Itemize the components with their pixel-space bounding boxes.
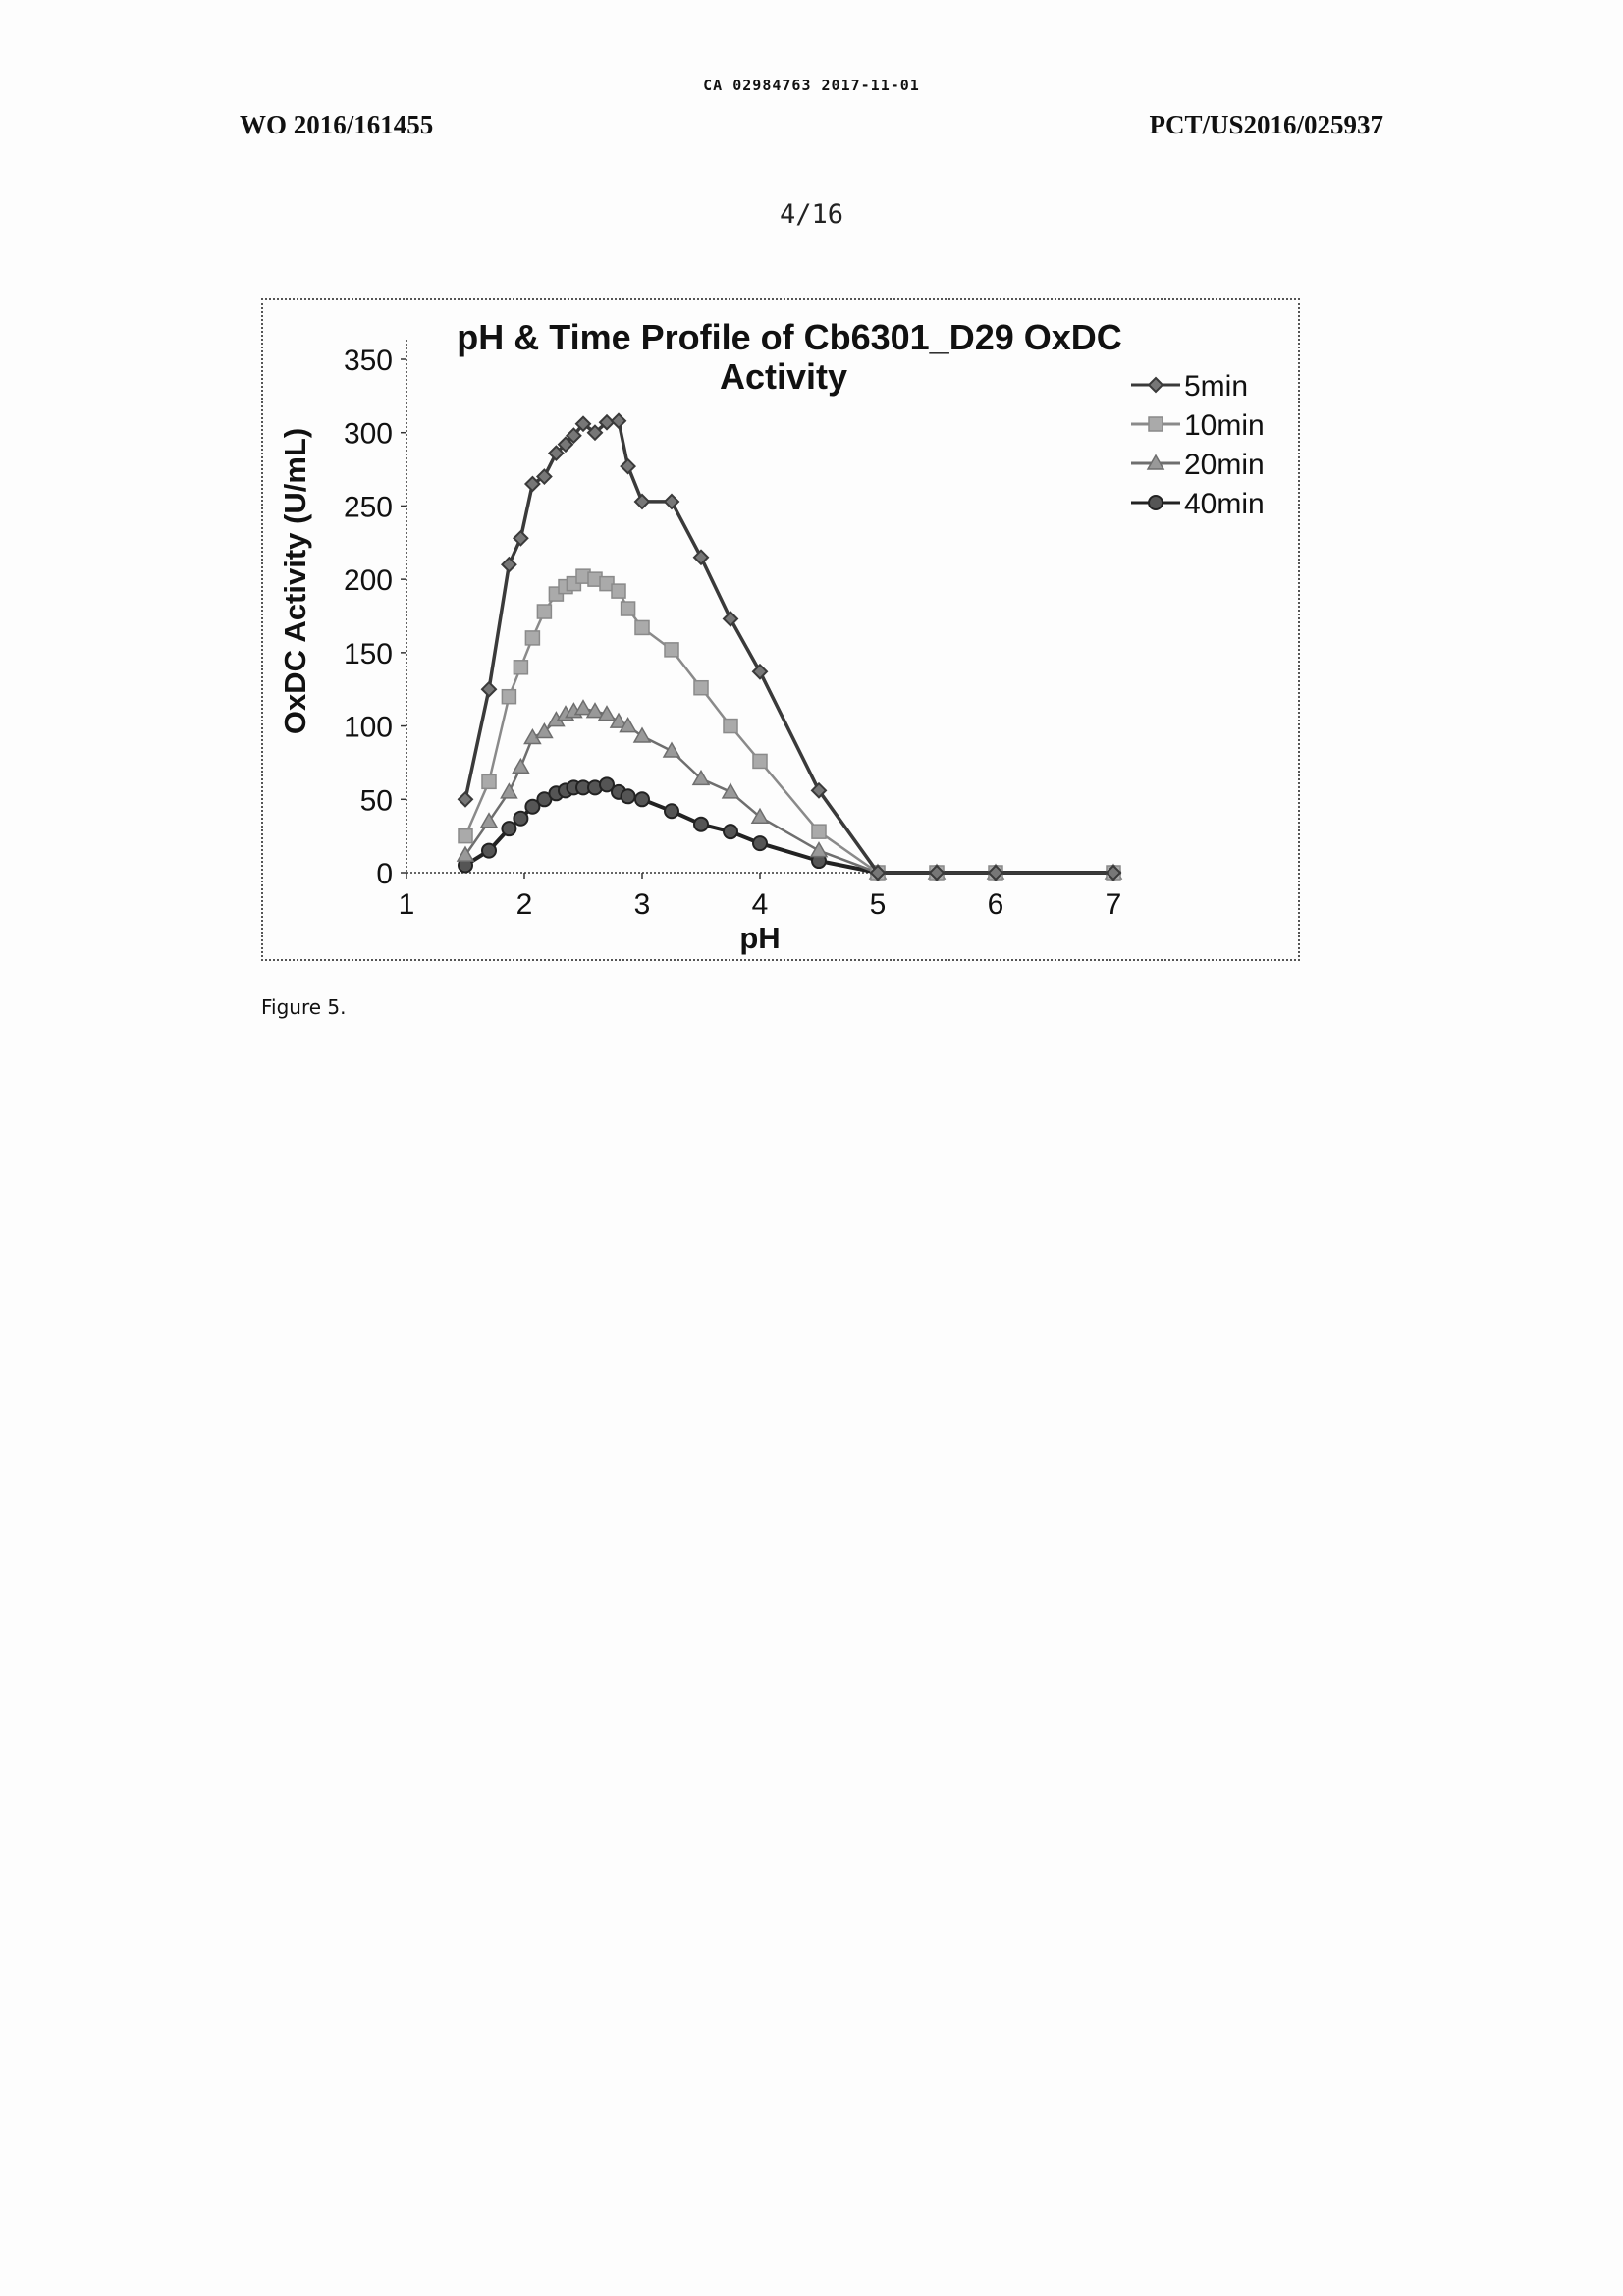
data-point-10min bbox=[525, 631, 539, 645]
data-point-20min bbox=[575, 701, 591, 715]
data-point-5min bbox=[482, 682, 496, 696]
y-tick-label: 50 bbox=[359, 784, 393, 818]
data-point-5min bbox=[622, 459, 635, 473]
data-point-5min bbox=[665, 495, 678, 508]
data-point-20min bbox=[481, 814, 497, 828]
publication-number: WO 2016/161455 bbox=[240, 110, 434, 139]
data-point-10min bbox=[459, 829, 472, 843]
data-point-20min bbox=[513, 759, 528, 773]
data-point-5min bbox=[694, 551, 708, 564]
x-tick-label: 6 bbox=[987, 888, 1004, 921]
chart-title-line-2: Activity bbox=[719, 356, 848, 397]
data-point-40min bbox=[482, 844, 496, 858]
x-tick-label: 5 bbox=[869, 888, 887, 921]
ca-header: CA 02984763 2017-11-01 bbox=[703, 77, 920, 94]
data-point-10min bbox=[812, 825, 826, 838]
legend-label-20min: 20min bbox=[1184, 449, 1265, 481]
data-point-20min bbox=[501, 784, 516, 798]
legend-label-5min: 5min bbox=[1184, 370, 1249, 402]
y-tick-label: 150 bbox=[343, 637, 393, 670]
y-tick-label: 0 bbox=[376, 858, 393, 890]
data-point-20min bbox=[664, 743, 679, 757]
x-tick-label: 1 bbox=[398, 888, 415, 921]
application-number: PCT/US2016/025937 bbox=[1149, 110, 1383, 139]
x-tick-label: 3 bbox=[633, 888, 651, 921]
data-point-10min bbox=[694, 681, 708, 695]
data-point-40min bbox=[753, 836, 767, 850]
series-line-5min bbox=[465, 421, 1113, 873]
y-tick-label: 100 bbox=[343, 711, 393, 744]
x-tick-label: 4 bbox=[751, 888, 769, 921]
legend bbox=[1131, 370, 1265, 520]
data-point-5min bbox=[753, 665, 767, 678]
data-point-10min bbox=[635, 620, 649, 634]
y-tick-label: 300 bbox=[343, 417, 393, 451]
x-axis-label: pH bbox=[739, 921, 781, 955]
series-layer bbox=[458, 414, 1121, 880]
legend-label-40min: 40min bbox=[1184, 488, 1265, 520]
figure-caption: Figure 5. bbox=[261, 995, 347, 1019]
data-point-5min bbox=[459, 792, 472, 806]
page-number: 4/16 bbox=[779, 199, 844, 230]
legend-marker-5min bbox=[1149, 378, 1163, 392]
data-point-10min bbox=[724, 720, 737, 733]
data-point-10min bbox=[622, 602, 635, 615]
data-point-20min bbox=[634, 728, 650, 742]
y-tick-label: 350 bbox=[343, 345, 393, 377]
data-point-10min bbox=[665, 643, 678, 657]
data-point-10min bbox=[537, 605, 551, 618]
data-point-40min bbox=[724, 825, 737, 838]
chart-title-line-1: pH & Time Profile of Cb6301_D29 OxDC bbox=[457, 317, 1122, 357]
x-tick-label: 7 bbox=[1105, 888, 1122, 921]
data-point-40min bbox=[514, 812, 527, 826]
data-point-5min bbox=[514, 531, 527, 545]
data-point-20min bbox=[723, 784, 738, 798]
data-point-10min bbox=[753, 754, 767, 768]
legend-label-10min: 10min bbox=[1184, 409, 1265, 442]
data-point-5min bbox=[724, 612, 737, 625]
x-tick-label: 2 bbox=[515, 888, 533, 921]
y-tick-label: 200 bbox=[343, 564, 393, 598]
data-point-40min bbox=[694, 818, 708, 831]
chart bbox=[261, 298, 1300, 961]
data-point-10min bbox=[612, 584, 625, 598]
legend-marker-10min bbox=[1149, 417, 1163, 431]
data-point-40min bbox=[502, 822, 515, 835]
legend-marker-40min bbox=[1149, 496, 1163, 509]
data-point-40min bbox=[635, 792, 649, 806]
data-point-40min bbox=[622, 789, 635, 803]
data-point-10min bbox=[482, 774, 496, 788]
data-point-5min bbox=[612, 414, 625, 428]
data-point-20min bbox=[811, 843, 827, 857]
y-tick-label: 250 bbox=[343, 491, 393, 524]
data-point-10min bbox=[514, 661, 527, 674]
data-point-5min bbox=[635, 495, 649, 508]
data-point-5min bbox=[502, 558, 515, 571]
y-axis-label: OxDC Activity (U/mL) bbox=[278, 427, 312, 735]
data-point-10min bbox=[502, 690, 515, 704]
data-point-40min bbox=[665, 804, 678, 818]
